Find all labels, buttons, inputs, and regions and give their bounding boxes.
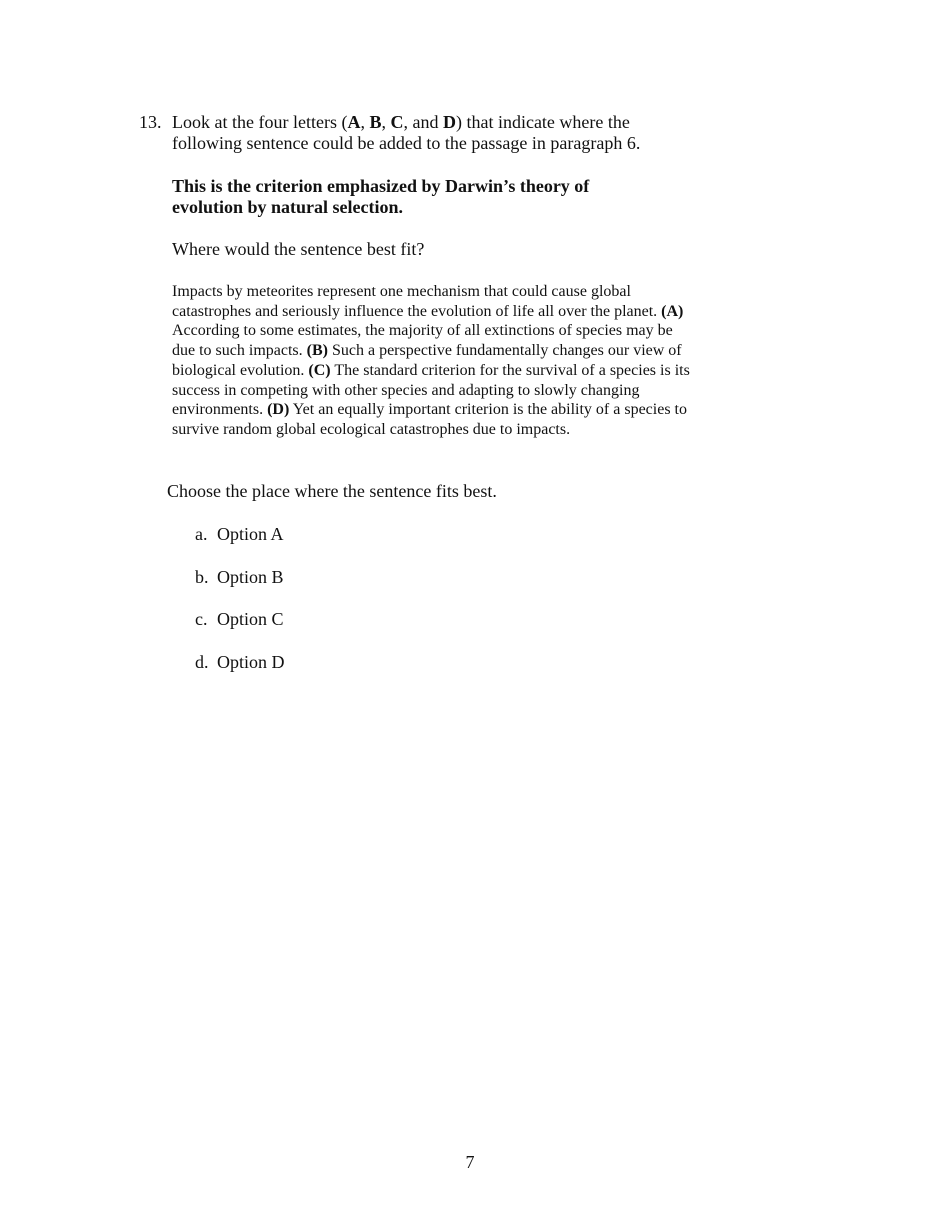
prompt-text: , and xyxy=(403,112,443,132)
marker-b: (B) xyxy=(306,342,328,360)
passage-sentence: Yet an equally important criterion is the ability of a species to survive random global ecological catastrophes due to impacts. xyxy=(172,401,687,438)
passage-sentence: Impacts by meteorites represent one mechanism that could cause global catastrophes and seriously influence the evolution of life all over the planet. xyxy=(172,283,658,320)
letter-d: D xyxy=(442,112,456,132)
option-letter: b. xyxy=(195,566,209,587)
marker-d: (D) xyxy=(267,401,290,419)
choose-prompt: Choose the place where the sentence fits best. xyxy=(167,481,497,501)
question-number: 13. xyxy=(139,112,162,132)
option-c[interactable] xyxy=(195,609,285,630)
option-b[interactable] xyxy=(195,567,285,588)
passage-sentence: Such a perspective fundamentally changes our view of biological evolution. xyxy=(172,342,682,379)
option-label: Option A xyxy=(217,524,284,544)
answer-options xyxy=(195,524,285,694)
where-prompt: Where would the sentence best fit? xyxy=(172,239,425,259)
insert-sentence: This is the criterion emphasized by Darwin’s theory of evolution by natural selection. xyxy=(172,176,590,217)
marker-a: (A) xyxy=(661,302,684,320)
prompt-text: , xyxy=(381,112,391,132)
letter-c: C xyxy=(390,112,404,132)
option-label: Option D xyxy=(217,651,285,672)
question-prompt xyxy=(172,112,692,154)
letter-b: B xyxy=(369,112,382,132)
marker-c: (C) xyxy=(308,361,331,379)
option-letter: a. xyxy=(195,524,208,544)
option-label: Option B xyxy=(217,566,284,587)
letter-a: A xyxy=(347,112,361,132)
prompt-text: ) that indicate where the following sentence could be added to the passage in paragraph 6. xyxy=(172,112,641,153)
option-letter: d. xyxy=(195,651,209,672)
option-d[interactable] xyxy=(195,652,285,673)
option-a[interactable] xyxy=(195,524,285,545)
prompt-text: Look at the four letters ( xyxy=(172,112,348,132)
page-number: 7 xyxy=(465,1152,475,1172)
passage-sentence: According to some estimates, the majority of all extinctions of species may be due to such impacts. xyxy=(172,322,673,360)
option-letter: c. xyxy=(195,609,208,630)
option-label: Option C xyxy=(217,609,284,630)
passage-paragraph xyxy=(172,282,692,440)
passage-sentence: The standard criterion for the survival of a species is its success in competing with other species and adapting to slowly changing environments. xyxy=(172,361,690,419)
prompt-text: , xyxy=(360,112,370,132)
